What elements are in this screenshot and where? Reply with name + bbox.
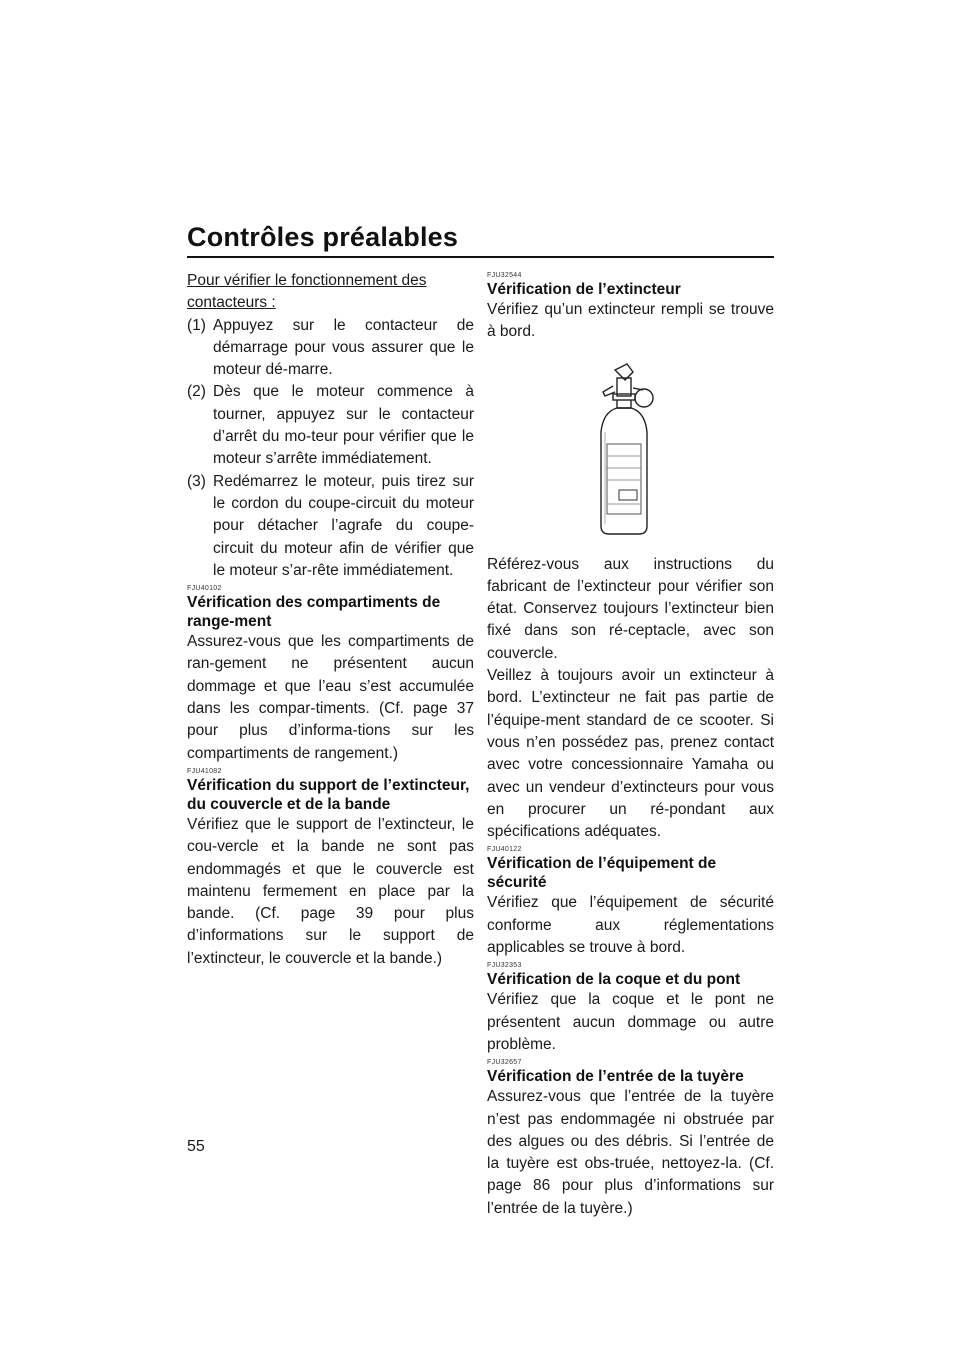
section-body-extinguisher-holder: Vérifiez que le support de l’extincteur, le cou-vercle et la bande ne sont pas endommagés et que le couvercle est maintenu fermement en place par la bande. (Cf. page 39 pour plus d’informations sur le support de l’extincteur, le couvercle et la bande.) xyxy=(187,815,474,967)
fire-extinguisher-illustration xyxy=(487,352,774,542)
section-body-jet-intake: Assurez-vous que l’entrée de la tuyère n’est pas endommagée ni obstruée par des algues ou des débris. Si l’entrée de la tuyère est obs-truée, nettoyez-la. (Cf. page 86 pour plus d’informations sur l’entrée de la tuyère.) xyxy=(487,1088,774,1217)
list-number: (1) xyxy=(187,316,206,334)
list-item xyxy=(187,315,474,382)
extinguisher-intro: Vérifiez qu’un extincteur rempli se trouve à bord. xyxy=(487,301,774,341)
section-heading-extinguisher: Vérification de l’extincteur xyxy=(487,281,681,298)
section-code: FJU41082 xyxy=(187,767,222,775)
section-code: FJU32353 xyxy=(487,962,522,970)
section-body-safety-equipment: Vérifiez que l’équipement de sécurité conforme aux réglementations applicables se trouve à bord. xyxy=(487,894,774,957)
title-rule xyxy=(187,256,774,258)
fire-extinguisher-icon xyxy=(487,352,774,542)
list-text: Redémarrez le moteur, puis tirez sur le cordon du coupe-circuit du moteur pour détacher l’agrafe du coupe-circuit du moteur afin de vérifier que le moteur s’ar-rête immédiatement. xyxy=(213,472,474,579)
extinguisher-paragraph-1: Référez-vous aux instructions du fabricant de l’extincteur pour vérifier son état. Conservez toujours l’extincteur bien fixé dans son ré-ceptacle, avec son couvercle. xyxy=(487,555,774,662)
section-code: FJU32657 xyxy=(487,1059,522,1067)
list-number: (3) xyxy=(187,472,206,490)
section-code: FJU40122 xyxy=(487,846,522,854)
list-text: Dès que le moteur commence à tourner, appuyez sur le contacteur d’arrêt du mo-teur pour vérifier que le moteur s’arrête immédiatement. xyxy=(213,383,474,468)
section-heading-extinguisher-holder: Vérification du support de l’extincteur, du couvercle et de la bande xyxy=(187,776,470,813)
section-code: FJU40102 xyxy=(187,585,222,593)
section-body-storage: Assurez-vous que les compartiments de ran-gement ne présentent aucun dommage et que l’eau s’est accumulée dans les compar-timents. (Cf. page 37 pour plus d’informa-tions sur les compartiments de rangement.) xyxy=(187,633,474,762)
left-column xyxy=(187,270,474,970)
list-item xyxy=(187,471,474,582)
extinguisher-paragraph-2: Veillez à toujours avoir un extincteur à bord. L’extincteur ne fait pas partie de l’équipe-ment standard de ce scooter. Si vous n’en possédez pas, prenez contact avec votre concessionnaire Yamaha ou avec un vendeur d’extincteurs pour vous en procurer un ré-pondant aux spécifications adéquates. xyxy=(487,667,774,841)
list-item xyxy=(187,381,474,470)
list-number: (2) xyxy=(187,383,206,401)
section-code: FJU32544 xyxy=(487,272,522,279)
page-number: 55 xyxy=(187,1138,205,1155)
right-column xyxy=(487,270,774,1220)
page-title: Contrôles préalables xyxy=(187,222,459,252)
section-body-hull-deck: Vérifiez que la coque et le pont ne présentent aucun dommage ou autre problème. xyxy=(487,991,774,1053)
section-heading-jet-intake: Vérification de l’entrée de la tuyère xyxy=(487,1068,744,1086)
list-text: Appuyez sur le contacteur de démarrage pour vous assurer que le moteur dé-marre. xyxy=(213,316,474,379)
switch-check-intro: Pour vérifier le fonctionnement des contacteurs : xyxy=(187,272,427,312)
section-heading-hull-deck: Vérification de la coque et du pont xyxy=(487,971,741,989)
section-heading-storage: Vérification des compartiments de range-ment xyxy=(187,594,441,631)
section-heading-safety-equipment: Vérification de l’équipement de sécurité xyxy=(487,855,717,892)
